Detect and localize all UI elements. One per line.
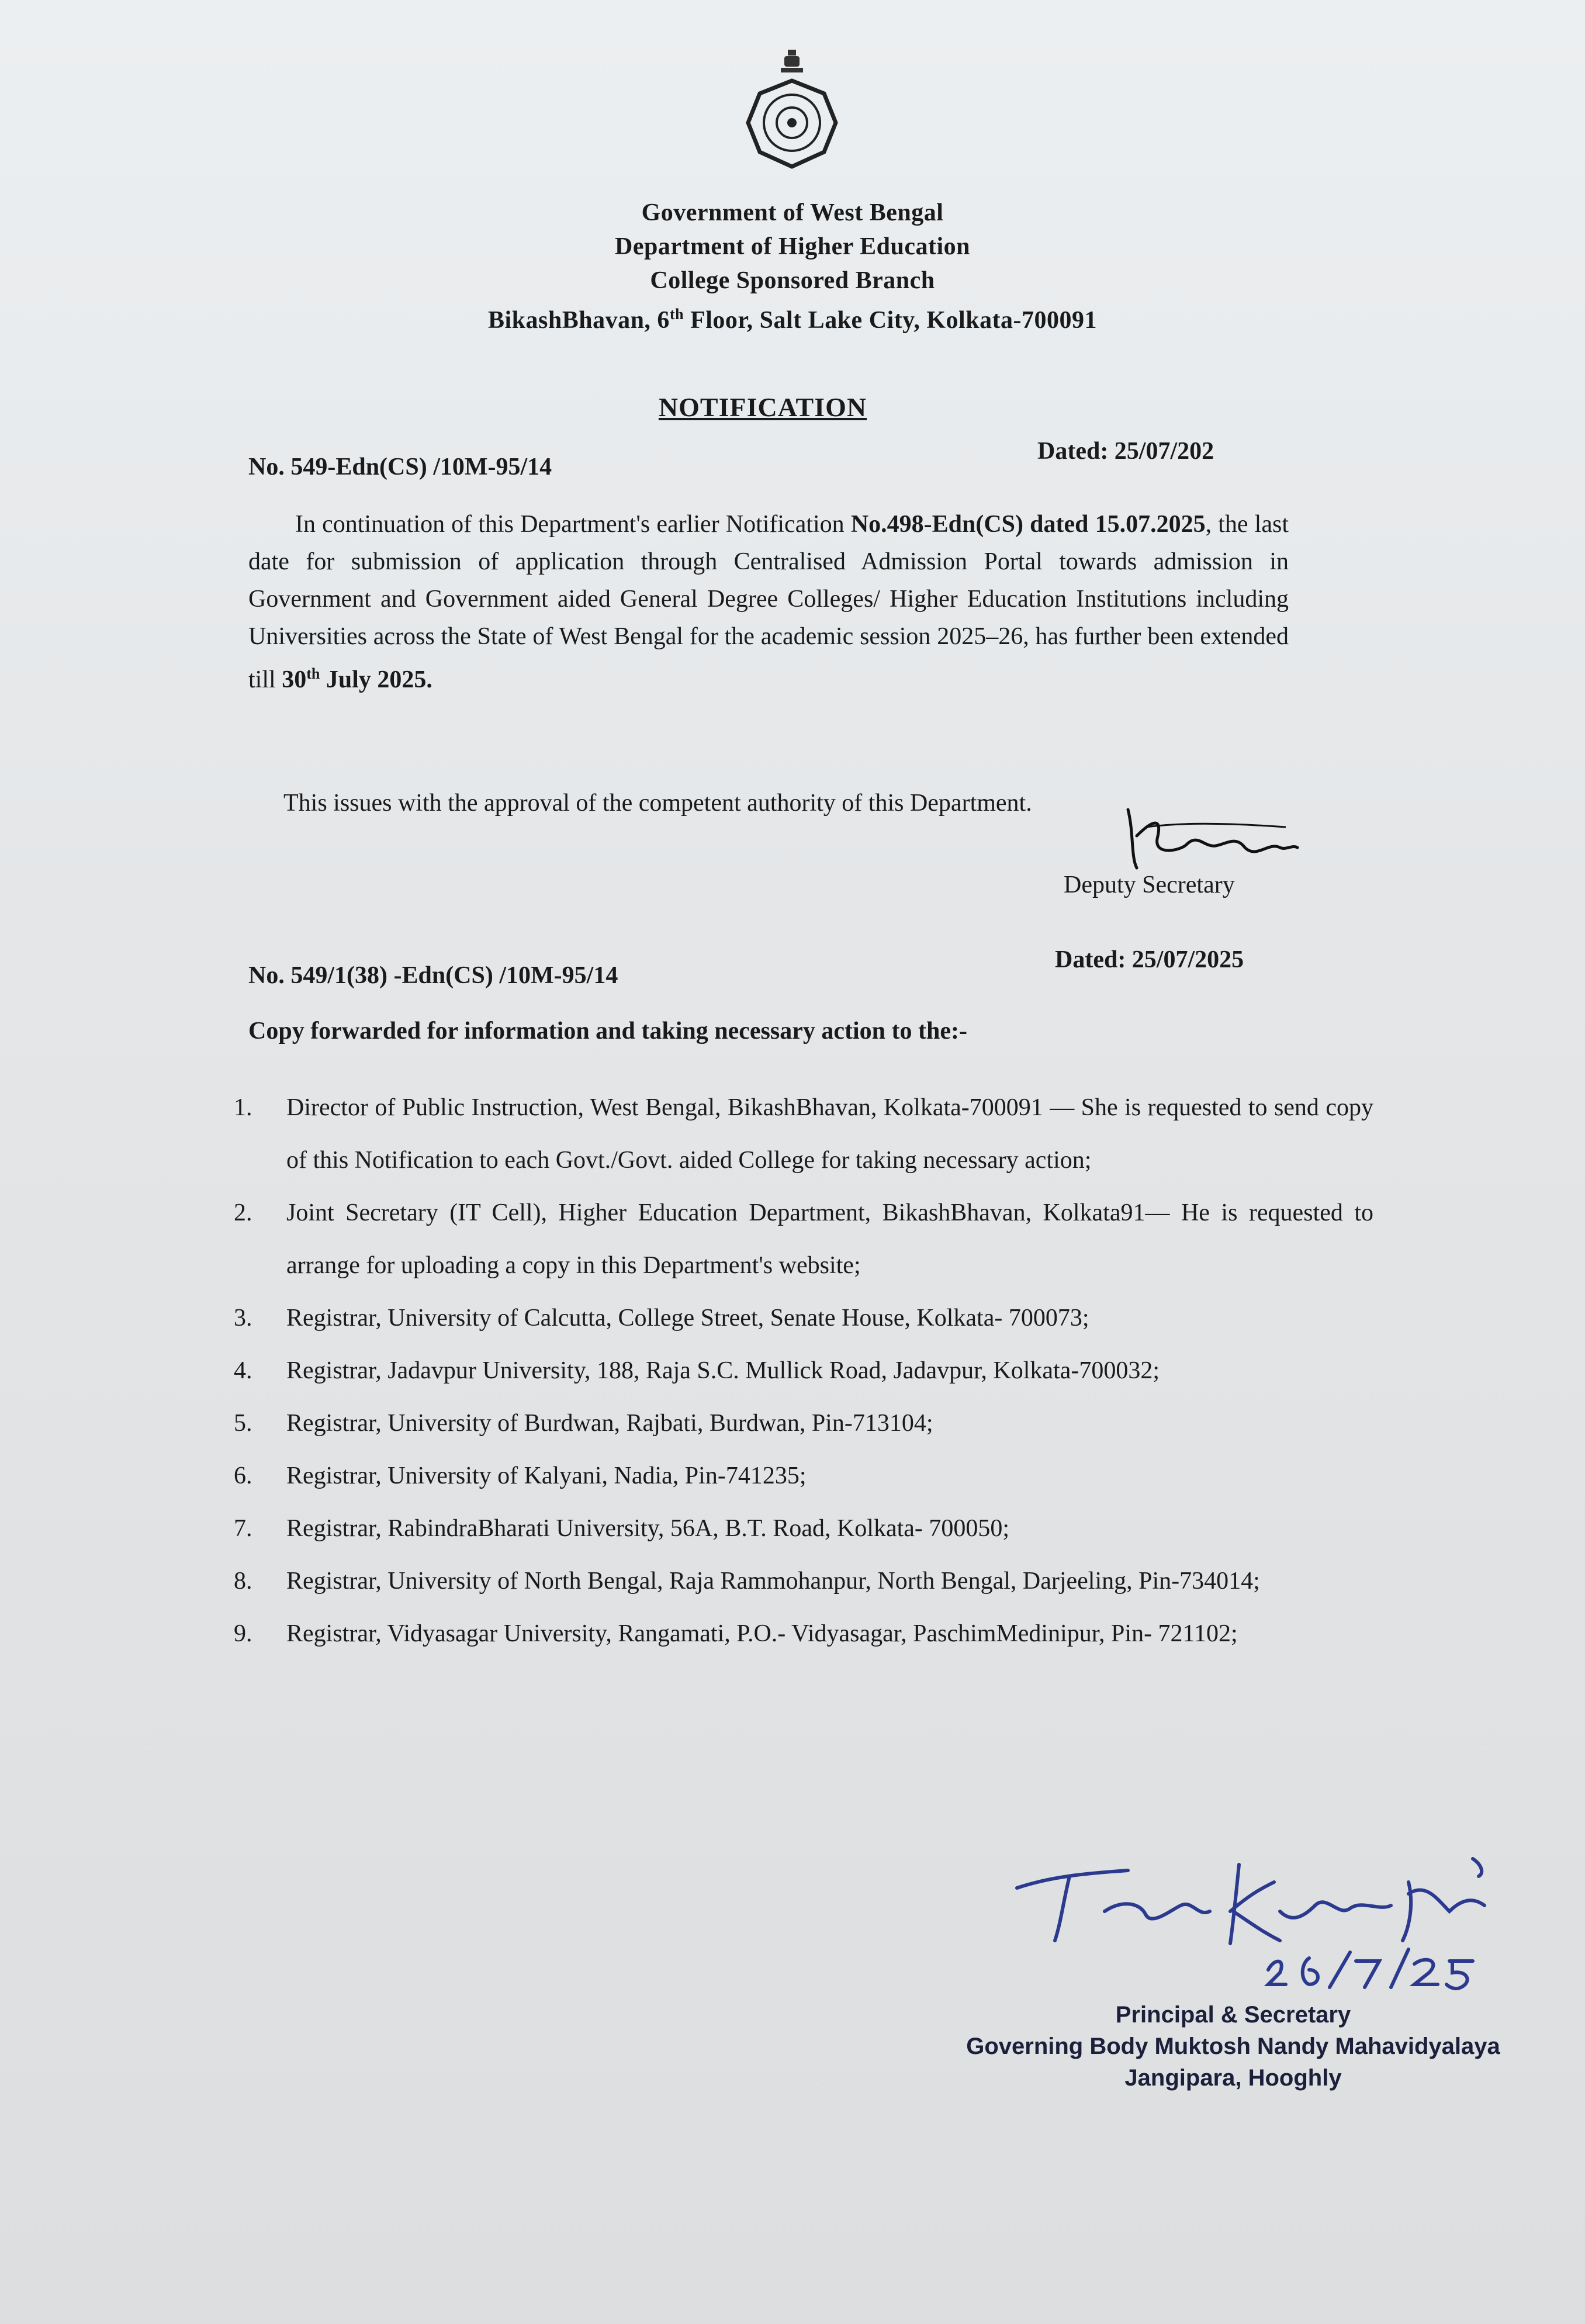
department-name: Department of Higher Education (614, 233, 971, 260)
government-emblem-icon (742, 47, 842, 175)
list-item: 6. Registrar, University of Kalyani, Nadia, Pin-741235; (234, 1462, 807, 1489)
copy-forwarded-heading: Copy forwarded for information and taking necessary action to the:- (248, 1018, 967, 1045)
signatory-title: Deputy Secretary (1064, 872, 1235, 898)
branch-name: College Sponsored Branch (650, 267, 935, 294)
list-item: 8. Registrar, University of North Bengal, Raja Rammohanpur, North Bengal, Darjeeling, Pin-734014; (234, 1568, 1260, 1595)
approval-statement: This issues with the approval of the competent authority of this Department. (283, 790, 1032, 817)
deputy-secretary-signature-icon (1110, 792, 1309, 880)
notification-title: NOTIFICATION (658, 392, 867, 422)
list-item: 2. Joint Secretary (IT Cell), Higher Education Department, BikashBhavan, Kolkata91— He is requested to arrange for uploading a copy in this Department's website; (234, 1199, 1373, 1279)
govt-name: Government of West Bengal (641, 199, 944, 226)
stamp-institution: Governing Body Muktosh Nandy Mahavidyalaya (966, 2034, 1500, 2059)
recipient-list (234, 1081, 1373, 1660)
notification-number: No. 549-Edn(CS) /10M-95/14 (248, 454, 552, 480)
official-stamp (923, 1999, 1543, 2094)
list-item: 3. Registrar, University of Calcutta, College Street, Senate House, Kolkata- 700073; (234, 1305, 1089, 1332)
stamp-location: Jangipara, Hooghly (1124, 2065, 1342, 2091)
list-item: 5. Registrar, University of Burdwan, Rajbati, Burdwan, Pin-713104; (234, 1410, 933, 1437)
endorsement-number: No. 549/1(38) -Edn(CS) /10M-95/14 (248, 962, 618, 989)
letterhead (0, 196, 1585, 337)
endorsement-date: Dated: 25/07/2025 (1055, 946, 1244, 973)
notification-date: Dated: 25/07/202 (1037, 438, 1214, 465)
list-item: 9. Registrar, Vidyasagar University, Rangamati, P.O.- Vidyasagar, PaschimMedinipur, Pin- 721102; (234, 1620, 1238, 1647)
principal-signature-icon (1005, 1841, 1520, 1999)
list-item: 7. Registrar, RabindraBharati University, 56A, B.T. Road, Kolkata- 700050; (234, 1515, 1010, 1542)
list-item: 1. Director of Public Instruction, West Bengal, BikashBhavan, Kolkata-700091 — She is requested to send copy of this Notification to each Govt./Govt. aided College for taking necessary action; (234, 1094, 1373, 1174)
notification-body: In continuation of this Department's earlier Notification No.498-Edn(CS) dated 15.07.2025, the last date for submission of application through Centralised Admission Portal towards admission in Government and Government aided General Degree Colleges/ Higher Education Institutions including Universities across the State of West Bengal for the academic session 2025–26, has further been extended till 30th July 2025. (248, 511, 1289, 693)
stamp-designation: Principal & Secretary (1115, 2002, 1351, 2028)
list-item: 4. Registrar, Jadavpur University, 188, Raja S.C. Mullick Road, Jadavpur, Kolkata-700032; (234, 1357, 1160, 1384)
office-address: BikashBhavan, 6th Floor, Salt Lake City, Kolkata-700091 (487, 306, 1098, 334)
